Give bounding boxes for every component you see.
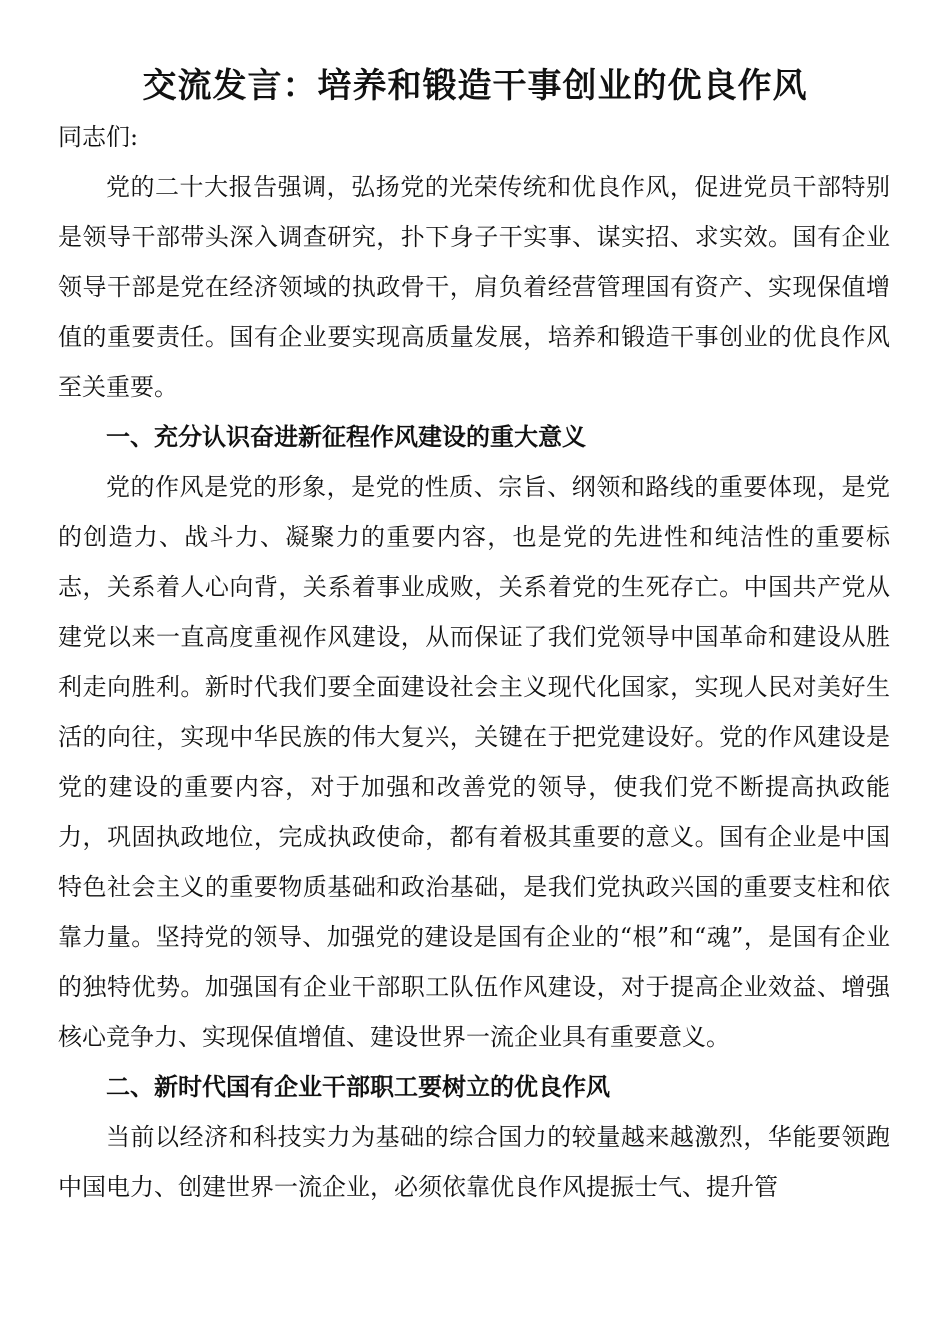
document-body — [58, 112, 890, 1212]
salutation: 同志们: — [58, 123, 139, 151]
section-2-heading: 二、新时代国有企业干部职工要树立的优良作风 — [106, 1073, 610, 1101]
section-1-paragraph: 党的作风是党的形象，是党的性质、宗旨、纲领和路线的重要体现，是党的创造力、战斗力、凝聚力的重要内容，也是党的先进性和纯洁性的重要标志，关系着人心向背，关系着事业成败，关系着党的生死存亡。中国共产党从建党以来一直高度重视作风建设，从而保证了我们党领导中国革命和建设从胜利走向胜利。新时代我们要全面建设社会主义现代化国家，实现人民对美好生活的向往，实现中华民族的伟大复兴，关键在于把党建设好。党的作风建设是党的建设的重要内容，对于加强和改善党的领导，使我们党不断提高执政能力，巩固执政地位，完成执政使命，都有着极其重要的意义。国有企业是中国特色社会主义的重要物质基础和政治基础，是我们党执政兴国的重要支柱和依靠力量。坚持党的领导、加强党的建设是国有企业的“根”和“魂”，是国有企业的独特优势。加强国有企业干部职工队伍作风建设，对于提高企业效益、增强核心竞争力、实现保值增值、建设世界一流企业具有重要意义。 — [58, 473, 890, 1051]
section-1-heading: 一、充分认识奋进新征程作风建设的重大意义 — [106, 423, 586, 451]
section-2-paragraph: 当前以经济和科技实力为基础的综合国力的较量越来越激烈，华能要领跑中国电力、创建世界一流企业，必须依靠优良作风提振士气、提升管 — [58, 1123, 890, 1201]
intro-paragraph: 党的二十大报告强调，弘扬党的光荣传统和优良作风，促进党员干部特别是领导干部带头深入调查研究，扑下身子干实事、谋实招、求实效。国有企业领导干部是党在经济领域的执政骨干，肩负着经营管理国有资产、实现保值增值的重要责任。国有企业要实现高质量发展，培养和锻造干事创业的优良作风至关重要。 — [58, 173, 890, 401]
document-title: 交流发言：培养和锻造干事创业的优良作风 — [142, 66, 808, 106]
